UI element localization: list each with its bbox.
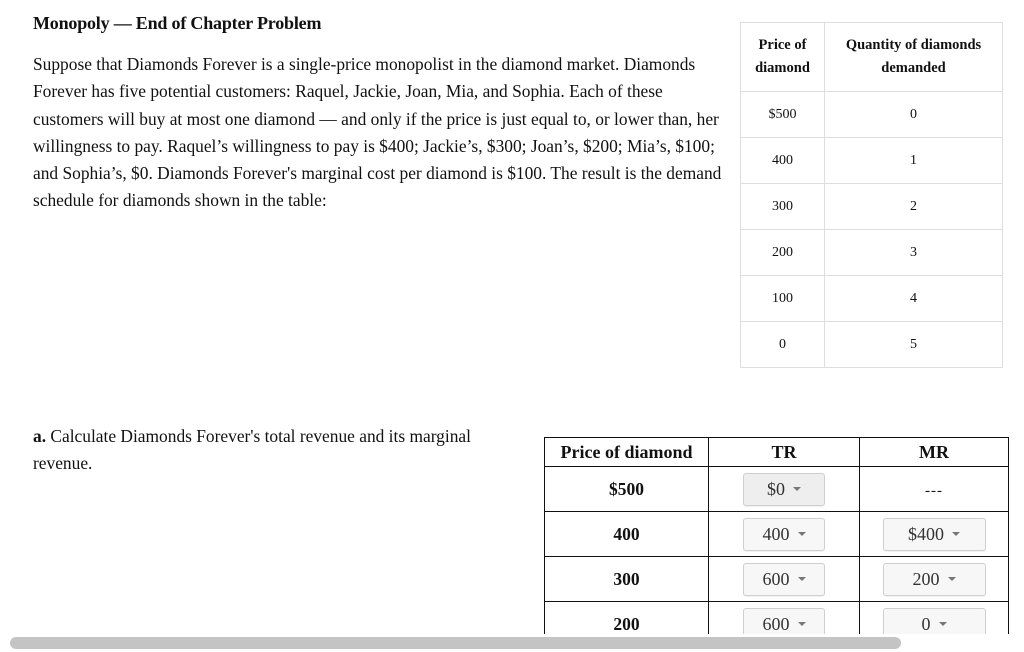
table-row — [545, 467, 1009, 512]
mr-cell — [860, 557, 1009, 602]
chevron-down-icon — [798, 622, 806, 626]
demand-qty-cell: 3 — [825, 230, 1003, 276]
tr-dropdown-value: 600 — [762, 613, 790, 634]
tr-dropdown-value: 600 — [762, 568, 790, 589]
mr-cell — [860, 602, 1009, 635]
tr-dropdown[interactable] — [743, 608, 825, 635]
demand-header-price: Price of diamond — [741, 23, 825, 92]
demand-price-cell: 400 — [741, 138, 825, 184]
demand-qty-cell: 0 — [825, 92, 1003, 138]
tr-cell — [709, 512, 860, 557]
demand-price-cell: 100 — [741, 276, 825, 322]
table-row — [545, 602, 1009, 635]
table-row — [545, 557, 1009, 602]
mr-dropdown-value: 200 — [912, 568, 940, 589]
revenue-header-price: Price of diamond — [545, 438, 709, 467]
part-a-question — [33, 423, 483, 478]
part-a-label: a. — [33, 426, 47, 446]
mr-static-value: --- — [925, 482, 943, 499]
revenue-table — [544, 437, 1009, 634]
tr-dropdown-value: $0 — [767, 478, 785, 499]
table-row — [741, 138, 1003, 184]
tr-dropdown[interactable] — [743, 473, 825, 506]
revenue-price-cell: 200 — [545, 602, 709, 635]
demand-price-cell: $500 — [741, 92, 825, 138]
revenue-price-cell: 300 — [545, 557, 709, 602]
tr-cell — [709, 467, 860, 512]
table-row — [741, 184, 1003, 230]
chevron-down-icon — [798, 577, 806, 581]
chevron-down-icon — [948, 577, 956, 581]
table-row — [741, 92, 1003, 138]
revenue-header-tr: TR — [709, 438, 860, 467]
table-row — [741, 276, 1003, 322]
table-row — [741, 230, 1003, 276]
demand-qty-cell: 5 — [825, 322, 1003, 368]
revenue-price-cell: $500 — [545, 467, 709, 512]
demand-header-quantity: Quantity of diamonds demanded — [825, 23, 1003, 92]
scrollbar-thumb[interactable] — [10, 637, 901, 649]
tr-dropdown[interactable] — [743, 563, 825, 596]
chevron-down-icon — [939, 622, 947, 626]
mr-dropdown-value: $400 — [908, 523, 944, 544]
page-title: Monopoly — End of Chapter Problem — [33, 13, 322, 33]
chevron-down-icon — [798, 532, 806, 536]
revenue-price-cell: 400 — [545, 512, 709, 557]
demand-price-cell: 300 — [741, 184, 825, 230]
mr-dropdown-value: 0 — [921, 613, 931, 634]
demand-price-cell: 0 — [741, 322, 825, 368]
chevron-down-icon — [793, 487, 801, 491]
tr-cell — [709, 602, 860, 635]
horizontal-scrollbar[interactable] — [0, 634, 1024, 652]
mr-dropdown[interactable] — [883, 518, 986, 551]
table-row — [545, 512, 1009, 557]
tr-cell — [709, 557, 860, 602]
revenue-header-mr: MR — [860, 438, 1009, 467]
problem-statement: Suppose that Diamonds Forever is a single-price monopolist in the diamond market. Diamonds Forever has five potential customers: Raquel, Jackie, Joan, Mia, and Sophia. Each of these customers will buy at most one diamond — and only if the price is just equal to, or lower than, her willingness to pay. Raquel’s willingness to pay is $400; Jackie’s, $300; Joan’s, $200; Mia’s, $100; and Sophia’s, $0. Diamonds Forever's marginal cost per diamond is $100. The result is the demand schedule for diamonds shown in the table: — [33, 54, 722, 211]
table-row — [741, 322, 1003, 368]
demand-qty-cell: 1 — [825, 138, 1003, 184]
tr-dropdown[interactable] — [743, 518, 825, 551]
tr-dropdown-value: 400 — [762, 523, 790, 544]
demand-price-cell: 200 — [741, 230, 825, 276]
mr-cell — [860, 512, 1009, 557]
mr-cell — [860, 467, 1009, 512]
demand-schedule-table — [740, 22, 1003, 368]
part-a-text: Calculate Diamonds Forever's total revenue and its marginal revenue. — [33, 426, 471, 474]
demand-qty-cell: 4 — [825, 276, 1003, 322]
chevron-down-icon — [952, 532, 960, 536]
demand-qty-cell: 2 — [825, 184, 1003, 230]
mr-dropdown[interactable] — [883, 563, 986, 596]
mr-dropdown[interactable] — [883, 608, 986, 635]
